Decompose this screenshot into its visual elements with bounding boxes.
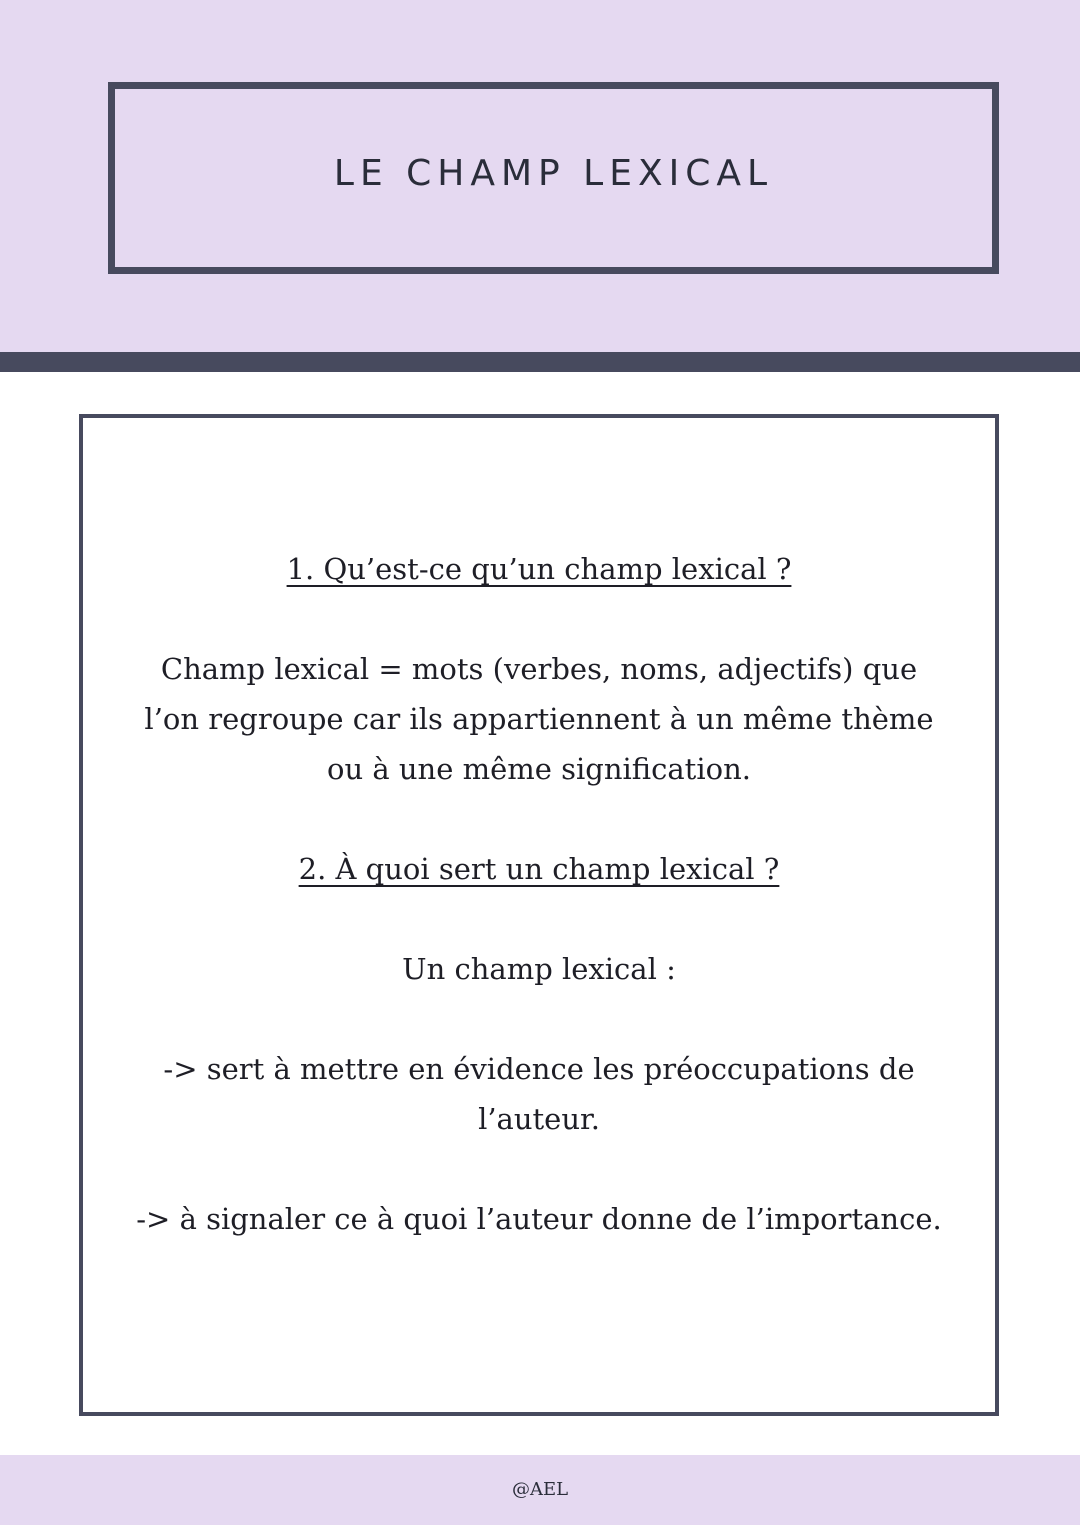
title-frame bbox=[108, 82, 999, 274]
point-2: -> à signaler ce à quoi l’auteur donne de l’importance. bbox=[136, 1202, 942, 1236]
page-title: LE CHAMP LEXICAL bbox=[333, 152, 774, 194]
section-heading-2: 2. À quoi sert un champ lexical ? bbox=[298, 852, 780, 886]
point-1-line-2: l’auteur. bbox=[478, 1102, 600, 1136]
spacer bbox=[83, 994, 995, 1044]
spacer bbox=[83, 1144, 995, 1194]
footer-credit: @AEL bbox=[511, 1478, 569, 1500]
content-frame bbox=[79, 414, 999, 1416]
content-body bbox=[83, 544, 995, 1244]
definition-line-1: Champ lexical = mots (verbes, noms, adjectifs) que bbox=[160, 652, 918, 686]
point-1-line-1: -> sert à mettre en évidence les préoccupations de bbox=[163, 1052, 915, 1086]
intro-text: Un champ lexical : bbox=[402, 952, 676, 986]
spacer bbox=[83, 594, 995, 644]
footer-band bbox=[0, 1455, 1080, 1525]
section-heading-1: 1. Qu’est-ce qu’un champ lexical ? bbox=[286, 552, 792, 586]
header-divider bbox=[0, 352, 1080, 372]
definition-line-3: ou à une même signification. bbox=[327, 752, 751, 786]
spacer bbox=[83, 794, 995, 844]
definition-line-2: l’on regroupe car ils appartiennent à un même thème bbox=[144, 702, 934, 736]
spacer bbox=[83, 894, 995, 944]
